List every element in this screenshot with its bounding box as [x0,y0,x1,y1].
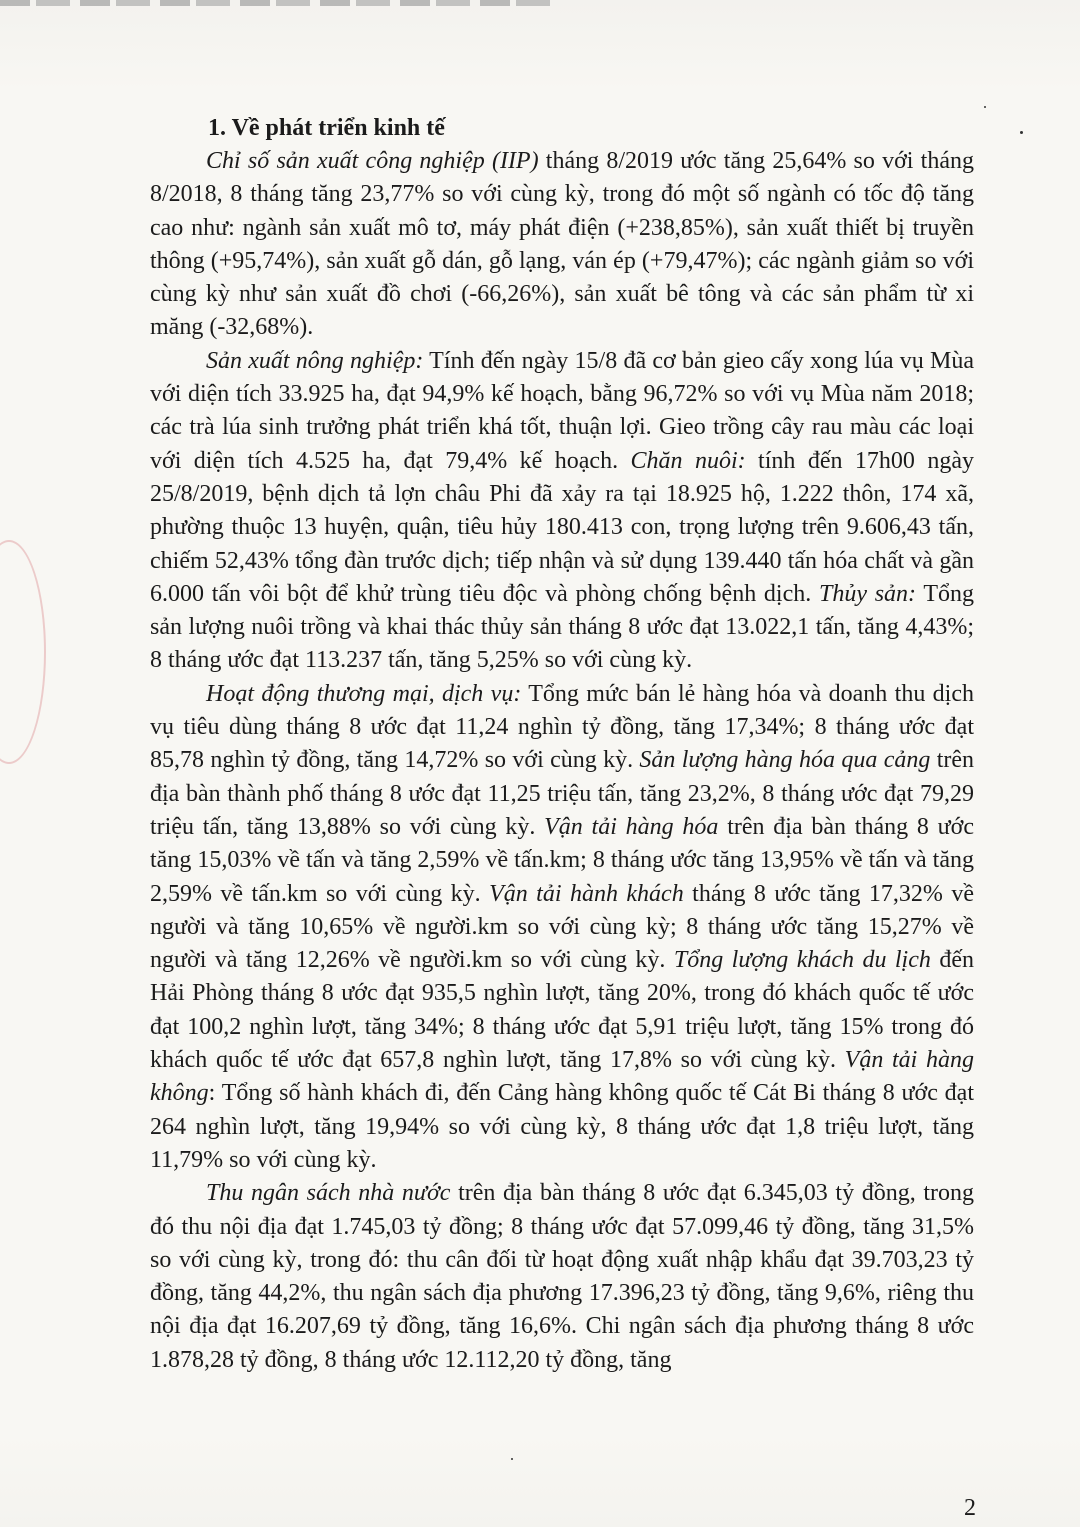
paragraph-lead: Thu ngân sách nhà nước [206,1180,451,1207]
paragraph-subhead: Vận tải hành khách [489,880,684,907]
paragraph-subhead: Vận tải hàng không [150,1047,974,1107]
scan-speck [984,106,986,108]
paragraph-subhead: Chăn nuôi: [630,447,746,474]
paragraph-trade-services [150,678,974,1177]
paragraph-text: tháng 8 ước tăng 17,32% về người và tăng 10,65% về người.km so với cùng kỳ; 8 tháng ước tăng 15,27% về người và tăng 12,26% về người.km so với cùng kỳ. [150,880,974,974]
paragraph-lead: Chỉ số sản xuất công nghiệp (IIP) [206,148,539,174]
paragraph-text: trên địa bàn tháng 8 ước đạt 6.345,03 tỷ đồng, trong đó thu nội địa đạt 1.745,03 tỷ đồng; 8 tháng ước đạt 57.099,46 tỷ đồng, tăng 31,5% so với cùng kỳ, trong đó: thu cân đối từ hoạt động xuất nhập khẩu đạt 39.703,23 tỷ đồng, tăng 44,2%, thu ngân sách địa phương 17.396,23 tỷ đồng, tăng 9,6%, riêng thu nội địa đạt 16.207,69 tỷ đồng, tăng 16,6%. Chi ngân sách địa phương tháng 8 ước 1.878,28 tỷ đồng, 8 tháng ước 12.112,20 tỷ đồng, tăng [150,1180,975,1373]
paragraph-agriculture [150,345,974,678]
paragraph-text: tháng 8/2019 ước tăng 25,64% so với tháng 8/2018, 8 tháng tăng 23,77% so với cùng kỳ, trong đó một số ngành có tốc độ tăng cao như: ngành sản xuất mô tơ, máy phát điện (+238,85%), sản xuất thiết bị truyền thông (+95,74%), sản xuất gỗ dán, gỗ lạng, ván ép (+79,47%); các ngành giảm so với cùng kỳ như sản xuất đồ chơi (-66,26%), sản xuất bê tông và các sản phẩm từ xi măng (-32,68%). [150,148,975,341]
page-number: 2 [964,1495,976,1521]
paragraph-text: đến Hải Phòng tháng 8 ước đạt 935,5 nghìn lượt, tăng 20%, trong đó khách quốc tế ước đạt 100,2 nghìn lượt, tăng 34%; 8 tháng ước đạt 5,91 triệu lượt, tăng 15% trong đó khách quốc tế ước đạt 657,8 nghìn lượt, tăng 17,8% so với cùng kỳ. [150,947,974,1074]
paragraph-text: tính đến 17h00 ngày 25/8/2019, bệnh dịch tả lợn châu Phi đã xảy ra tại 18.925 hộ, 1.222 thôn, 174 xã, phường thuộc 13 huyện, quận, tiêu hủy 180.413 con, trọng lượng trên 9.606,43 tấn, chiếm 52,43% tổng đàn trước dịch; tiếp nhận và sử dụng 139.440 tấn hóa chất và gần 6.000 tấn vôi bột để khử trùng tiêu độc và phòng chống bệnh dịch. [150,447,975,607]
paragraph-text: : Tổng số hành khách đi, đến Cảng hàng không quốc tế Cát Bi tháng 8 ước đạt 264 nghìn lượt, tăng 19,94% so với cùng kỳ, 8 tháng ước đạt 1,8 triệu lượt, tăng 11,79% so với cùng kỳ. [150,1080,974,1173]
paragraph-budget [150,1177,974,1377]
section-heading: 1. Về phát triển kinh tế [208,115,445,141]
paragraph-lead: Hoạt động thương mại, dịch vụ: [206,680,522,707]
document-body [150,112,974,1377]
paragraph-subhead: Vận tải hàng hóa [544,813,719,840]
paragraph-text: trên địa bàn tháng 8 ước tăng 15,03% về tấn và tăng 2,59% về tấn.km; 8 tháng ước tăng 13,95% về tấn và tăng 2,59% về tấn.km so với cùng kỳ. [150,813,975,907]
scan-speck [1020,131,1023,134]
paragraph-subhead: Sản lượng hàng hóa qua cảng [639,747,931,774]
paragraph-subhead: Tổng lượng khách du lịch [673,947,931,974]
paragraph-iip [150,145,974,345]
scan-speck [511,1458,513,1460]
paragraph-subhead: Thủy sản: [818,580,917,607]
paragraph-text: Tổng sản lượng nuôi trồng và khai thác thủy sản tháng 8 ước đạt 13.022,1 tấn, tăng 4,43%; 8 tháng ước đạt 113.237 tấn, tăng 5,25% so với cùng kỳ. [150,580,974,674]
paragraph-lead: Sản xuất nông nghiệp: [206,347,424,374]
scan-top-edge [0,0,560,6]
stamp-mark [0,540,46,764]
paragraph-text: trên địa bàn thành phố tháng 8 ước đạt 11,25 triệu tấn, tăng 23,2%, 8 tháng ước đạt 79,29 triệu tấn, tăng 13,88% so với cùng kỳ. [150,747,975,840]
paragraph-text: Tính đến ngày 15/8 đã cơ bản gieo cấy xong lúa vụ Mùa với diện tích 33.925 ha, đạt 94,9% kế hoạch, bằng 96,72% so với vụ Mùa năm 2018; các trà lúa sinh trưởng phát triển khá tốt, thuận lợi. Gieo trồng cây rau màu các loại với diện tích 4.525 ha, đạt 79,4% kế hoạch. [150,347,975,474]
paragraph-text: Tổng mức bán lẻ hàng hóa và doanh thu dịch vụ tiêu dùng tháng 8 ước đạt 11,24 nghìn tỷ đồng, tăng 17,34%; 8 tháng ước đạt 85,78 nghìn tỷ đồng, tăng 14,72% so với cùng kỳ. [150,680,974,774]
